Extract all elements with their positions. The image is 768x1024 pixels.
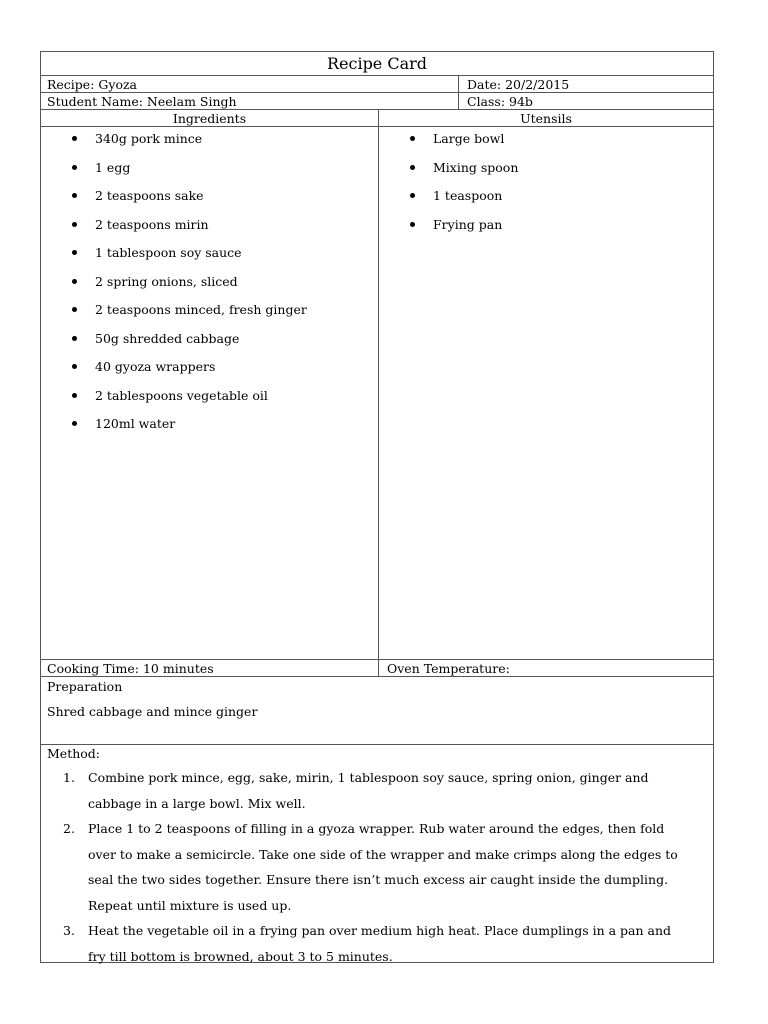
preparation-label: Preparation bbox=[47, 679, 123, 694]
bullet-icon bbox=[410, 193, 415, 198]
ingredient-item-text: 2 teaspoons minced, fresh ginger bbox=[95, 302, 307, 317]
bullet-icon bbox=[72, 250, 77, 255]
step-text-line: cabbage in a large bowl. Mix well. bbox=[88, 795, 306, 811]
step-text-line: seal the two sides together. Ensure there isn’t much excess air caught inside the dumpling. bbox=[88, 872, 669, 887]
recipe-date: Date: 20/2/2015 bbox=[458, 76, 713, 92]
utensil-item-text: 1 teaspoon bbox=[433, 188, 503, 203]
bullet-icon bbox=[72, 193, 77, 198]
method-step bbox=[41, 918, 713, 969]
recipe-row bbox=[41, 76, 713, 93]
cooking-time: Cooking Time: 10 minutes bbox=[47, 661, 214, 676]
step-text-line: over to make a semicircle. Take one side of the wrapper and make crimps along the edges to bbox=[88, 846, 678, 862]
ingredient-item-text: 2 teaspoons sake bbox=[95, 188, 204, 203]
utensils-header: Utensils bbox=[378, 110, 713, 126]
utensil-item-text: Frying pan bbox=[433, 216, 503, 232]
ingredient-item-text: 50g shredded cabbage bbox=[95, 330, 240, 346]
method-label: Method: bbox=[47, 746, 101, 761]
ingredient-item bbox=[72, 387, 378, 416]
ingredient-item-text: 120ml water bbox=[95, 416, 176, 431]
ingredient-item bbox=[72, 301, 378, 330]
ingredient-item bbox=[72, 130, 378, 159]
ingredient-item bbox=[72, 330, 378, 359]
method-step bbox=[41, 816, 713, 918]
utensil-item bbox=[410, 159, 713, 188]
ingredient-item bbox=[72, 216, 378, 245]
bullet-icon bbox=[72, 136, 77, 141]
bullet-icon bbox=[72, 336, 77, 341]
oven-temperature: Oven Temperature: bbox=[378, 660, 713, 676]
ingredients-list bbox=[72, 130, 378, 444]
title-row bbox=[41, 52, 713, 76]
ingredient-item-text: 40 gyoza wrappers bbox=[95, 359, 216, 374]
time-row bbox=[41, 660, 713, 677]
utensil-item bbox=[410, 216, 713, 245]
ingredients-header: Ingredients bbox=[172, 111, 247, 126]
column-headers bbox=[41, 110, 713, 127]
utensil-item bbox=[410, 187, 713, 216]
recipe-card bbox=[40, 51, 714, 963]
bullet-icon bbox=[410, 222, 415, 227]
ingredient-item-text: 1 egg bbox=[95, 159, 131, 175]
ingredient-item-text: 2 teaspoons mirin bbox=[95, 216, 209, 232]
bullet-icon bbox=[72, 307, 77, 312]
ingredients-column bbox=[41, 127, 378, 659]
utensil-item-text: Large bowl bbox=[433, 131, 505, 146]
method-step bbox=[41, 765, 713, 816]
bullet-icon bbox=[72, 393, 77, 398]
ingredient-item-text: 2 spring onions, sliced bbox=[95, 273, 238, 289]
ingredient-item-text: 2 tablespoons vegetable oil bbox=[95, 387, 268, 403]
bullet-icon bbox=[72, 279, 77, 284]
step-number: 1. bbox=[63, 770, 75, 785]
card-title: Recipe Card bbox=[326, 54, 428, 73]
bullet-icon bbox=[72, 165, 77, 170]
ingredient-item bbox=[72, 273, 378, 302]
method-section bbox=[41, 745, 713, 962]
bullet-icon bbox=[72, 421, 77, 426]
ingredient-item bbox=[72, 187, 378, 216]
student-name: Student Name: Neelam Singh bbox=[47, 94, 237, 109]
step-text-line: fry till bottom is browned, about 3 to 5 minutes. bbox=[88, 948, 393, 964]
preparation-section bbox=[41, 677, 713, 745]
student-class: Class: 94b bbox=[458, 93, 713, 109]
step-number: 2. bbox=[63, 821, 75, 836]
student-row bbox=[41, 93, 713, 110]
step-text-line: Combine pork mince, egg, sake, mirin, 1 tablespoon soy sauce, spring onion, ginger and bbox=[88, 770, 649, 785]
ingredient-item-text: 340g pork mince bbox=[95, 131, 203, 146]
preparation-text: Shred cabbage and mince ginger bbox=[47, 704, 258, 719]
bullet-icon bbox=[410, 136, 415, 141]
ingredient-item bbox=[72, 415, 378, 444]
lists-row bbox=[41, 127, 713, 660]
utensil-item bbox=[410, 130, 713, 159]
utensils-column bbox=[378, 127, 713, 659]
ingredient-item bbox=[72, 244, 378, 273]
bullet-icon bbox=[72, 364, 77, 369]
ingredient-item-text: 1 tablespoon soy sauce bbox=[95, 245, 242, 260]
step-text-line: Heat the vegetable oil in a frying pan over medium high heat. Place dumplings in a pan and bbox=[88, 923, 672, 938]
utensil-item-text: Mixing spoon bbox=[433, 159, 519, 175]
method-list bbox=[41, 765, 713, 969]
step-text-line: Repeat until mixture is used up. bbox=[88, 897, 292, 913]
bullet-icon bbox=[72, 222, 77, 227]
bullet-icon bbox=[410, 165, 415, 170]
ingredient-item bbox=[72, 358, 378, 387]
recipe-name: Recipe: Gyoza bbox=[47, 77, 138, 92]
utensils-list bbox=[410, 130, 713, 244]
step-number: 3. bbox=[63, 923, 75, 938]
step-text-line: Place 1 to 2 teaspoons of filling in a gyoza wrapper. Rub water around the edges, then fold bbox=[88, 821, 665, 836]
ingredient-item bbox=[72, 159, 378, 188]
